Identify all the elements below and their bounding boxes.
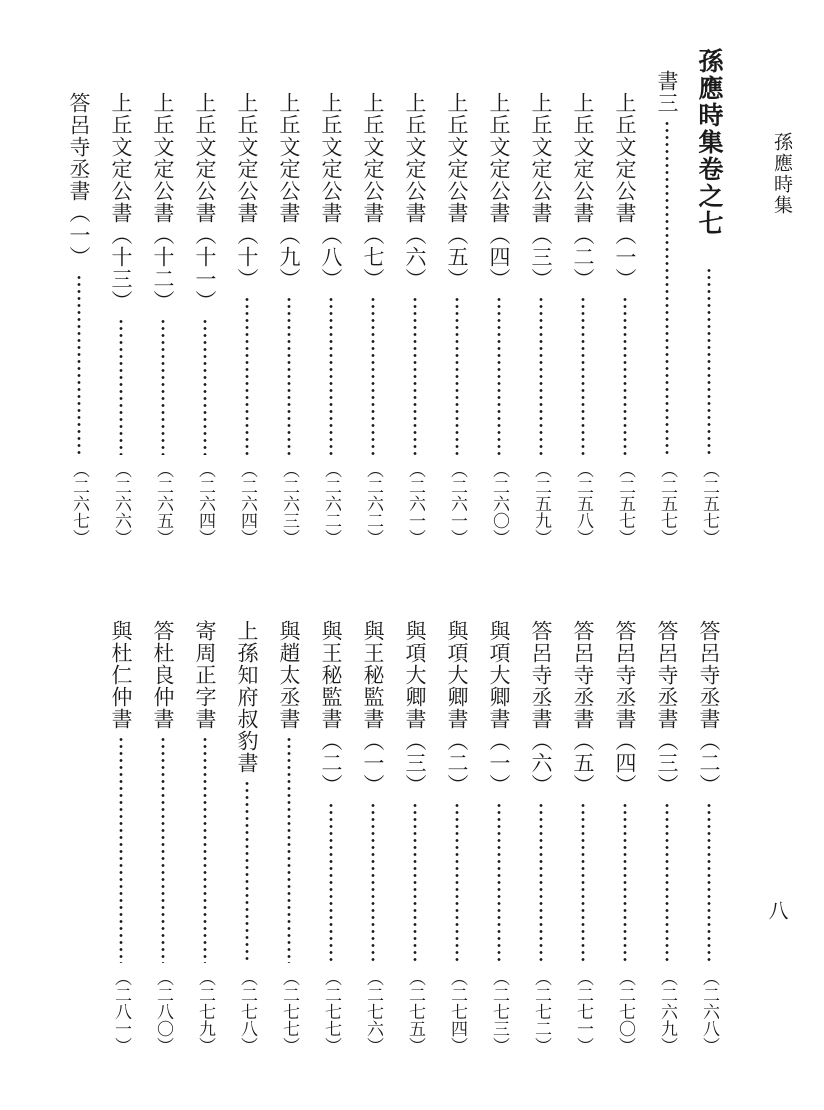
toc-entry-page: （二六二） [321, 461, 341, 546]
toc-entry-title: 與趙太丞書 [277, 620, 301, 730]
toc-entry [102, 92, 140, 548]
toc-entry-page: （二七七） [279, 969, 299, 1054]
toc-entry-page: （二六五） [153, 461, 173, 546]
page-number: 八 [765, 900, 789, 920]
toc-entry-page: （二六九） [657, 969, 677, 1054]
toc-entry [564, 92, 602, 548]
dot-leader [161, 736, 165, 963]
dot-leader [245, 780, 249, 963]
toc-entry-page: （二六四） [237, 461, 257, 546]
dot-leader [539, 802, 543, 963]
toc-entry [354, 92, 392, 548]
dot-leader [665, 120, 669, 455]
dot-leader [287, 736, 291, 963]
chapter-heading-title: 孫應時集卷之七 [695, 48, 724, 237]
dot-leader [119, 736, 123, 963]
toc-entry [186, 92, 224, 548]
toc-entry-title: 上丘文定公書（六） [403, 92, 427, 290]
toc-entry-title: 答呂寺丞書（三） [655, 620, 679, 796]
toc-entry-page: （二七〇） [615, 969, 635, 1054]
toc-entry [270, 620, 308, 1056]
toc-entry-title: 上丘文定公書（十二） [151, 92, 175, 312]
toc-entry-title: 上丘文定公書（八） [319, 92, 343, 290]
toc-entry-title: 上丘文定公書（五） [445, 92, 469, 290]
toc-entry-page: （二八一） [111, 969, 131, 1054]
dot-leader [623, 296, 627, 455]
dot-leader [581, 296, 585, 455]
toc-entry [648, 620, 686, 1056]
toc-entry-page: （二六一） [405, 461, 425, 546]
toc-entry-page: （二六三） [279, 461, 299, 546]
toc-entry-page: （二七六） [363, 969, 383, 1054]
toc-entry-title: 上丘文定公書（一） [613, 92, 637, 290]
dot-leader [119, 318, 123, 455]
toc-entry-title: 答呂寺丞書（四） [613, 620, 637, 796]
toc-entry-title: 寄周正字書 [193, 620, 217, 730]
dot-leader [497, 296, 501, 455]
toc-entry [354, 620, 392, 1056]
toc-entry-page: （二七五） [405, 969, 425, 1054]
toc-entry [228, 92, 266, 548]
dot-leader [203, 736, 207, 963]
toc-entry-page: （二六一） [447, 461, 467, 546]
toc-entry-title: 上丘文定公書（二） [571, 92, 595, 290]
toc-entry [564, 620, 602, 1056]
chapter-heading [690, 48, 728, 548]
dot-leader [665, 802, 669, 963]
toc-entry [522, 92, 560, 548]
toc-entry-page: （二七三） [489, 969, 509, 1054]
chapter-heading-page: （二五七） [699, 461, 719, 546]
dot-leader [287, 296, 291, 455]
toc-entry-page: （二六〇） [489, 461, 509, 546]
dot-leader [77, 274, 81, 455]
dot-leader [707, 802, 711, 963]
toc-entry [144, 92, 182, 548]
toc-entry [606, 620, 644, 1056]
toc-entry-page: （二五七） [657, 461, 677, 546]
toc-entry [690, 620, 728, 1056]
toc-entry-title: 與項大卿書（三） [403, 620, 427, 796]
toc-entry-page: （二八〇） [153, 969, 173, 1054]
toc-entry-page: （二七二） [531, 969, 551, 1054]
toc-entry [270, 92, 308, 548]
running-head: 孫應時集 [771, 132, 793, 216]
toc-entry-page: （二六六） [111, 461, 131, 546]
dot-leader [203, 318, 207, 455]
toc-entry [480, 92, 518, 548]
toc-entry-page: （二七四） [447, 969, 467, 1054]
toc-entry [228, 620, 266, 1056]
toc-entry-title: 答呂寺丞書（六） [529, 620, 553, 796]
toc-entry-title: 上丘文定公書（十三） [109, 92, 133, 312]
toc-entry-title: 上丘文定公書（七） [361, 92, 385, 290]
toc-entry [396, 620, 434, 1056]
toc-entry-page: （二七七） [321, 969, 341, 1054]
dot-leader [245, 296, 249, 455]
toc-entry [438, 620, 476, 1056]
dot-leader [413, 802, 417, 963]
toc-entry [648, 70, 686, 548]
toc-entry-title: 與王秘監書（二） [319, 620, 343, 796]
toc-entry [606, 92, 644, 548]
toc-entry-title: 書三 [655, 70, 679, 114]
toc-entry [144, 620, 182, 1056]
toc-entry-title: 與王秘監書（一） [361, 620, 385, 796]
dot-leader [329, 296, 333, 455]
toc-entry [396, 92, 434, 548]
toc-entry [312, 620, 350, 1056]
toc-entry [480, 620, 518, 1056]
toc-entry-title: 上丘文定公書（三） [529, 92, 553, 290]
toc-entry-page: （二七八） [237, 969, 257, 1054]
toc-entry-title: 答呂寺丞書（一） [67, 92, 91, 268]
dot-leader [455, 296, 459, 455]
toc-entry-page: （二七九） [195, 969, 215, 1054]
toc-entry-title: 與項大卿書（一） [487, 620, 511, 796]
dot-leader [413, 296, 417, 455]
toc-entry-title: 上丘文定公書（四） [487, 92, 511, 290]
toc-entry [312, 92, 350, 548]
toc-entry-page: （二五九） [531, 461, 551, 546]
toc-entry [60, 92, 98, 548]
toc-entry-page: （二五七） [615, 461, 635, 546]
toc-entry-title: 上丘文定公書（十） [235, 92, 259, 290]
dot-leader [539, 296, 543, 455]
toc-entry-title: 答呂寺丞書（二） [697, 620, 721, 796]
toc-entry [438, 92, 476, 548]
dot-leader [161, 318, 165, 455]
dot-leader [497, 802, 501, 963]
toc-entry-title: 上孫知府叔豹書 [235, 620, 259, 774]
dot-leader [707, 267, 711, 455]
toc-entry-page: （二六七） [69, 461, 89, 546]
toc-entry-title: 與杜仁仲書 [109, 620, 133, 730]
toc-entry-title: 上丘文定公書（九） [277, 92, 301, 290]
dot-leader [371, 296, 375, 455]
toc-entry [102, 620, 140, 1056]
dot-leader [581, 802, 585, 963]
toc-entry-title: 上丘文定公書（十一） [193, 92, 217, 312]
toc-entry-title: 與項大卿書（二） [445, 620, 469, 796]
toc-entry-title: 答呂寺丞書（五） [571, 620, 595, 796]
toc-entry-page: （二六二） [363, 461, 383, 546]
dot-leader [329, 802, 333, 963]
toc-entry-page: （二六四） [195, 461, 215, 546]
toc-entry-title: 答杜良仲書 [151, 620, 175, 730]
toc-entry-page: （二六八） [699, 969, 719, 1054]
toc-entry-page: （二五八） [573, 461, 593, 546]
toc-entry-page: （二七一） [573, 969, 593, 1054]
dot-leader [455, 802, 459, 963]
dot-leader [623, 802, 627, 963]
toc-entry [522, 620, 560, 1056]
dot-leader [371, 802, 375, 963]
toc-entry [186, 620, 224, 1056]
